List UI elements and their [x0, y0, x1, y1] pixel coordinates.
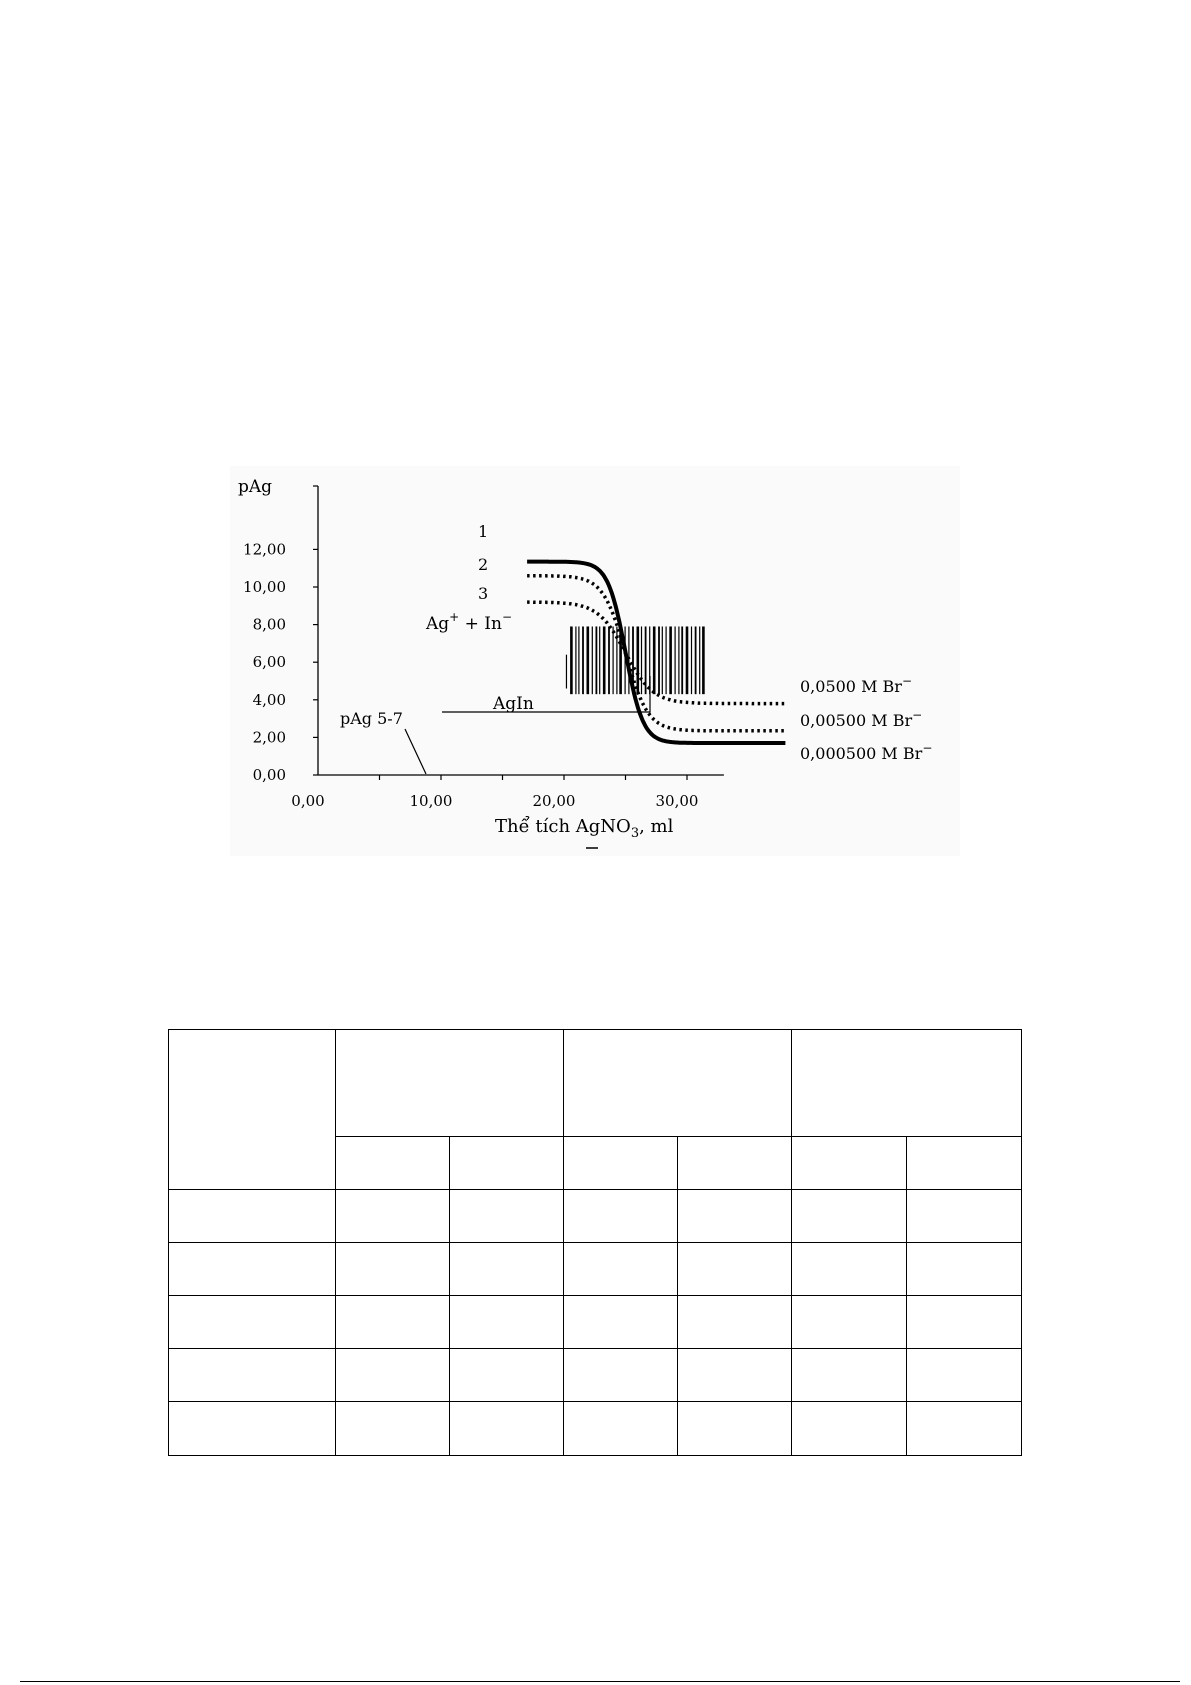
table-cell	[169, 1190, 336, 1243]
indicator-zone-bar	[666, 626, 667, 694]
indicator-zone-bar	[575, 626, 576, 694]
y-axis-label: pAg	[238, 477, 273, 497]
indicator-zone-bar	[681, 626, 683, 694]
indicator-zone-bar	[686, 626, 689, 694]
table-cell	[907, 1243, 1022, 1296]
indicator-zone-bar	[699, 626, 700, 694]
table-cell	[169, 1243, 336, 1296]
table-cell	[336, 1137, 450, 1190]
y-tick-label: 10,00	[243, 578, 286, 596]
indicator-zone-bar	[641, 626, 642, 694]
table-cell	[450, 1137, 564, 1190]
table-cell	[678, 1296, 792, 1349]
table-cell	[336, 1030, 564, 1137]
x-tick-label: 10,00	[409, 792, 453, 810]
table-cell	[907, 1190, 1022, 1243]
table-cell	[907, 1349, 1022, 1402]
table-cell	[169, 1349, 336, 1402]
indicator-zone-bar	[570, 626, 573, 694]
table-cell	[564, 1030, 792, 1137]
table-row	[169, 1296, 1022, 1349]
curve-2	[527, 576, 785, 731]
table-cell	[169, 1296, 336, 1349]
table-cell	[678, 1243, 792, 1296]
table-cell	[907, 1402, 1022, 1456]
table-cell	[450, 1190, 564, 1243]
table-row	[169, 1243, 1022, 1296]
table-cell	[450, 1349, 564, 1402]
indicator-zone-bar	[599, 626, 600, 694]
table-row	[169, 1349, 1022, 1402]
x-tick-label: 30,00	[655, 792, 699, 810]
table-cell	[336, 1243, 450, 1296]
table-cell	[792, 1190, 907, 1243]
table-cell	[336, 1402, 450, 1456]
agin-bracket	[442, 676, 650, 712]
data-table	[168, 1029, 1022, 1456]
table-cell	[907, 1137, 1022, 1190]
table-cell	[678, 1349, 792, 1402]
indicator-zone-bar	[695, 626, 697, 694]
table-row	[169, 1402, 1022, 1456]
curve-number-2: 2	[478, 555, 489, 574]
indicator-zone-bar	[596, 626, 598, 694]
table-cell	[564, 1296, 678, 1349]
table-cell	[792, 1030, 1022, 1137]
indicator-zone-bar	[613, 626, 614, 694]
x-tick-label: 20,00	[532, 792, 576, 810]
curve-label-3: 0,0500 M Br−	[800, 674, 913, 696]
y-tick-label: 12,00	[243, 540, 286, 559]
pag-range-pointer	[405, 729, 426, 774]
table-cell	[564, 1349, 678, 1402]
indicator-zone-bar	[578, 626, 579, 694]
table-cell	[336, 1190, 450, 1243]
y-tick-label: 2,00	[252, 728, 286, 747]
table-cell	[564, 1137, 678, 1190]
table-cell	[336, 1349, 450, 1402]
table-cell	[792, 1243, 907, 1296]
table-cell	[450, 1402, 564, 1456]
y-tick-label: 0,00	[252, 766, 286, 784]
curve-label-2: 0,00500 M Br−	[800, 708, 923, 730]
indicator-zone-bar	[592, 626, 593, 694]
indicator-zone-bar	[662, 626, 663, 694]
x-axis-label: Thể tích AgNO$_3$, ml	[495, 816, 674, 841]
indicator-zone-bar	[637, 626, 640, 694]
table-cell	[678, 1402, 792, 1456]
indicator-zone-bar	[675, 626, 676, 694]
indicator-zone	[566, 626, 704, 694]
table-cell	[792, 1402, 907, 1456]
page-bottom-rule	[20, 1681, 1180, 1682]
table-cell	[792, 1137, 907, 1190]
y-tick-label: 6,00	[252, 653, 286, 672]
indicator-zone-bar	[691, 626, 692, 694]
curve-1	[527, 562, 785, 743]
pag-range-label: pAg 5-7	[340, 709, 403, 728]
y-tick-label: 8,00	[252, 615, 286, 634]
agin-label: AgIn	[493, 694, 534, 714]
table-cell	[336, 1296, 450, 1349]
curve-number-3: 3	[478, 584, 489, 603]
table-cell	[678, 1190, 792, 1243]
table-cell	[564, 1190, 678, 1243]
table-cell	[564, 1402, 678, 1456]
titration-figure	[230, 466, 960, 856]
table-cell	[169, 1402, 336, 1456]
indicator-zone-bar	[587, 626, 590, 694]
table-cell	[169, 1030, 336, 1190]
table-cell	[678, 1137, 792, 1190]
table-cell	[450, 1296, 564, 1349]
curve-number-1: 1	[478, 522, 489, 541]
curve-label-1: 0,000500 M Br−	[800, 741, 933, 763]
indicator-zone-bar	[582, 626, 584, 694]
indicator-zone-bar	[658, 626, 660, 694]
table-cell	[792, 1296, 907, 1349]
indicator-zone-bar	[669, 626, 672, 694]
indicator-zone-bar	[702, 626, 705, 694]
indicator-label: Ag+ + In−	[426, 610, 513, 634]
indicator-zone-bar	[678, 626, 679, 694]
table-row	[169, 1190, 1022, 1243]
indicator-zone-bar	[653, 626, 656, 694]
table-cell	[907, 1296, 1022, 1349]
curve-3	[527, 602, 785, 704]
titration-chart	[230, 466, 960, 856]
table-row	[169, 1030, 1022, 1137]
x-tick-label: 0,00	[291, 792, 325, 810]
y-tick-label: 4,00	[252, 690, 286, 709]
indicator-zone-bar	[608, 626, 610, 694]
titration-curves	[527, 562, 785, 743]
table-cell	[450, 1243, 564, 1296]
table-cell	[792, 1349, 907, 1402]
indicator-zone-bar	[603, 626, 606, 694]
table-cell	[564, 1243, 678, 1296]
